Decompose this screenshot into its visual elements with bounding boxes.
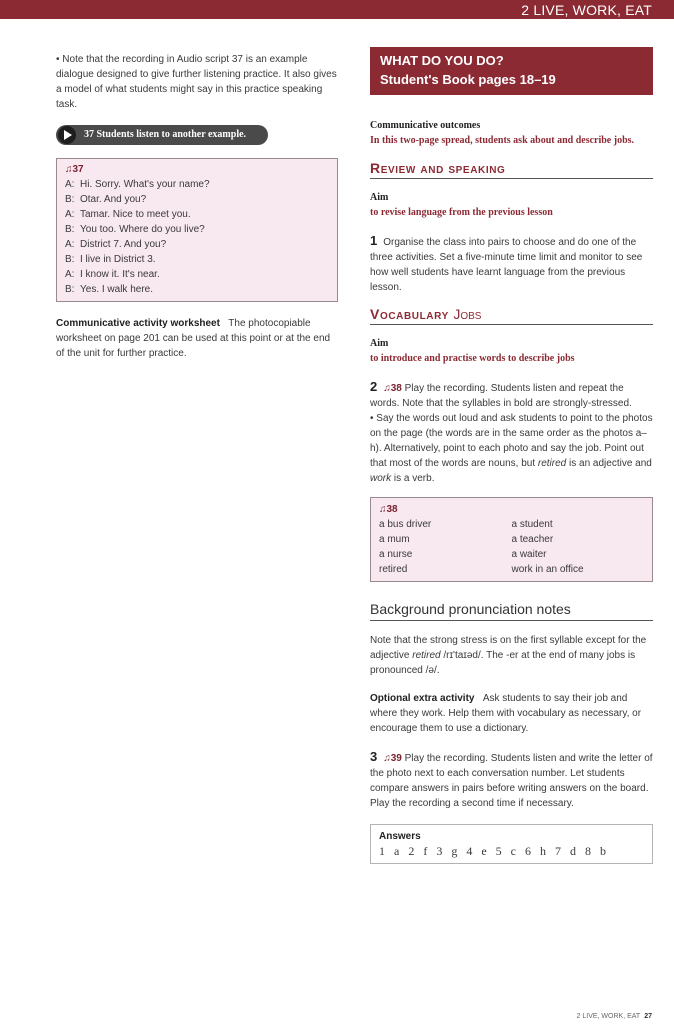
vocab-heading	[370, 307, 653, 325]
outcomes	[370, 118, 653, 148]
worksheet-paragraph	[56, 316, 338, 361]
word-column	[512, 517, 645, 577]
audio-track-label: 37 Students listen to another example.	[84, 129, 247, 140]
vocab-bullet	[370, 411, 653, 486]
word: a teacher	[511, 534, 554, 545]
review-aim	[370, 190, 653, 220]
speaker: A:	[65, 269, 75, 280]
aim-label: Aim	[370, 338, 389, 349]
vocab-aim	[370, 336, 653, 366]
word: a nurse	[379, 549, 413, 560]
audio-script-track: 37	[72, 164, 84, 175]
left-column	[56, 52, 338, 361]
dialogue	[65, 177, 329, 297]
vocab-heading-bold: Vocabulary	[370, 306, 449, 322]
line-text: Tamar. Nice to meet you.	[80, 209, 191, 220]
line-text: Hi. Sorry. What's your name?	[80, 179, 210, 190]
word: a bus driver	[379, 519, 432, 530]
optional-text: Ask students to say their job and where they work. Help them with vocabulary as necessary, or encourage them to use a dictionary.	[370, 693, 642, 734]
answers-box	[370, 824, 653, 864]
review-step	[370, 233, 653, 295]
speaker: B:	[65, 254, 75, 265]
line-text: I know it. It's near.	[80, 269, 160, 280]
word-list-track: 38	[386, 504, 398, 515]
lesson-pages: Student's Book pages 18–19	[380, 72, 556, 87]
step-text: Play the recording. Students listen and write the letter of the photo next to each conversation number. Let students compare answers in pairs before writing answers on the board. Play the recording a second time if necessary.	[370, 753, 653, 809]
step-number: 3	[370, 749, 378, 764]
bullet-text: is a verb.	[391, 473, 435, 484]
review-heading: Review and speaking	[370, 161, 653, 179]
line-text: You too. Where do you live?	[80, 224, 205, 235]
vocab-heading-light: Jobs	[453, 306, 482, 322]
word: a mum	[379, 534, 410, 545]
page-footer	[577, 1012, 652, 1022]
lesson-title-box	[370, 47, 653, 95]
word: work in an office	[511, 564, 584, 575]
dialogue-line	[65, 252, 329, 267]
aim-label: Aim	[370, 192, 389, 203]
word: a waiter	[511, 549, 547, 560]
audio-icon: ♫	[65, 164, 73, 175]
worksheet-text: The photocopiable worksheet on page 201 can be used at this point or at the end of the unit for further practice.	[56, 318, 331, 359]
pron-text: /rɪ'taɪəd/. The -er at the end of many jobs is pronounced /ə/.	[370, 650, 636, 676]
outcomes-text: In this two-page spread, students ask about and describe jobs.	[370, 135, 635, 146]
dialogue-line	[65, 207, 329, 222]
dialogue-line	[65, 282, 329, 297]
track-number: 39	[390, 753, 402, 764]
line-text: Yes. I walk here.	[80, 284, 154, 295]
dialogue-line	[65, 222, 329, 237]
step-number: 1	[370, 233, 378, 248]
answers-text: 1 a 2 f 3 g 4 e 5 c 6 h 7 d 8 b	[379, 844, 607, 858]
pronunciation-text	[370, 633, 653, 678]
step-3	[370, 749, 653, 811]
line-text: Otar. And you?	[80, 194, 147, 205]
speaker: A:	[65, 239, 75, 250]
audio-note: • Note that the recording in Audio script 37 is an example dialogue designed to give further listening practice. It also gives a model of what students might say in this practice speaking task.	[56, 54, 337, 110]
speaker: B:	[65, 224, 75, 235]
optional-title: Optional extra activity	[370, 693, 475, 704]
bullet-emphasis: retired	[537, 458, 567, 469]
dialogue-line	[65, 267, 329, 282]
bullet-text: • Say the words out loud and ask students to point to the photos on the page (the words are in the same order as the photos a–h). Alternatively, point to each photo and say the job. Point out that most of the words are nouns, but	[370, 413, 653, 469]
bullet-text: is an adjective and	[566, 458, 652, 469]
dialogue-line	[65, 237, 329, 252]
header-bar	[0, 0, 674, 19]
word: a student	[511, 519, 553, 530]
play-icon[interactable]	[58, 126, 76, 144]
line-text: I live in District 3.	[80, 254, 156, 265]
page-number: 27	[644, 1013, 652, 1020]
optional-activity	[370, 691, 653, 736]
lesson-title: WHAT DO YOU DO?	[380, 53, 504, 68]
speaker: B:	[65, 194, 75, 205]
line-text: District 7. And you?	[80, 239, 167, 250]
audio-icon: ♫	[383, 383, 391, 394]
footer-label: 2 LIVE, WORK, EAT	[576, 1013, 641, 1020]
word: retired	[379, 564, 408, 575]
bullet-emphasis: work	[370, 473, 392, 484]
worksheet-title: Communicative activity worksheet	[56, 318, 220, 329]
aim-text: to revise language from the previous lesson	[370, 207, 553, 218]
aim-text: to introduce and practise words to describe jobs	[370, 353, 575, 364]
word-column	[379, 517, 512, 577]
word-list	[379, 517, 644, 577]
dialogue-line	[65, 177, 329, 192]
vocab-step	[370, 379, 653, 411]
speaker: A:	[65, 209, 75, 220]
track-number: 38	[390, 383, 402, 394]
step-text: Organise the class into pairs to choose and do one of the three activities. Set a five-minute time limit and monitor to see how well students have learnt language from the previous lesson.	[370, 237, 643, 293]
answers-label: Answers	[379, 831, 421, 842]
step-text: Play the recording. Students listen and repeat the words. Note that the syllables in bold are strongly-stressed.	[370, 383, 632, 409]
speaker: A:	[65, 179, 75, 190]
audio-icon: ♫	[379, 504, 387, 515]
right-column	[370, 47, 653, 864]
word-list-box	[370, 497, 653, 582]
pron-text: Note that the strong stress is on the first syllable except for the adjective	[370, 635, 647, 661]
audio-script-box	[56, 158, 338, 302]
audio-icon: ♫	[383, 753, 391, 764]
unit-title: 2 LIVE, WORK, EAT	[521, 2, 652, 18]
dialogue-line	[65, 192, 329, 207]
pron-emphasis: retired	[412, 650, 441, 661]
speaker: B:	[65, 284, 75, 295]
step-number: 2	[370, 379, 378, 394]
outcomes-title: Communicative outcomes	[370, 120, 481, 131]
pronunciation-heading: Background pronunciation notes	[370, 602, 653, 621]
audio-track-button[interactable]	[56, 125, 268, 145]
